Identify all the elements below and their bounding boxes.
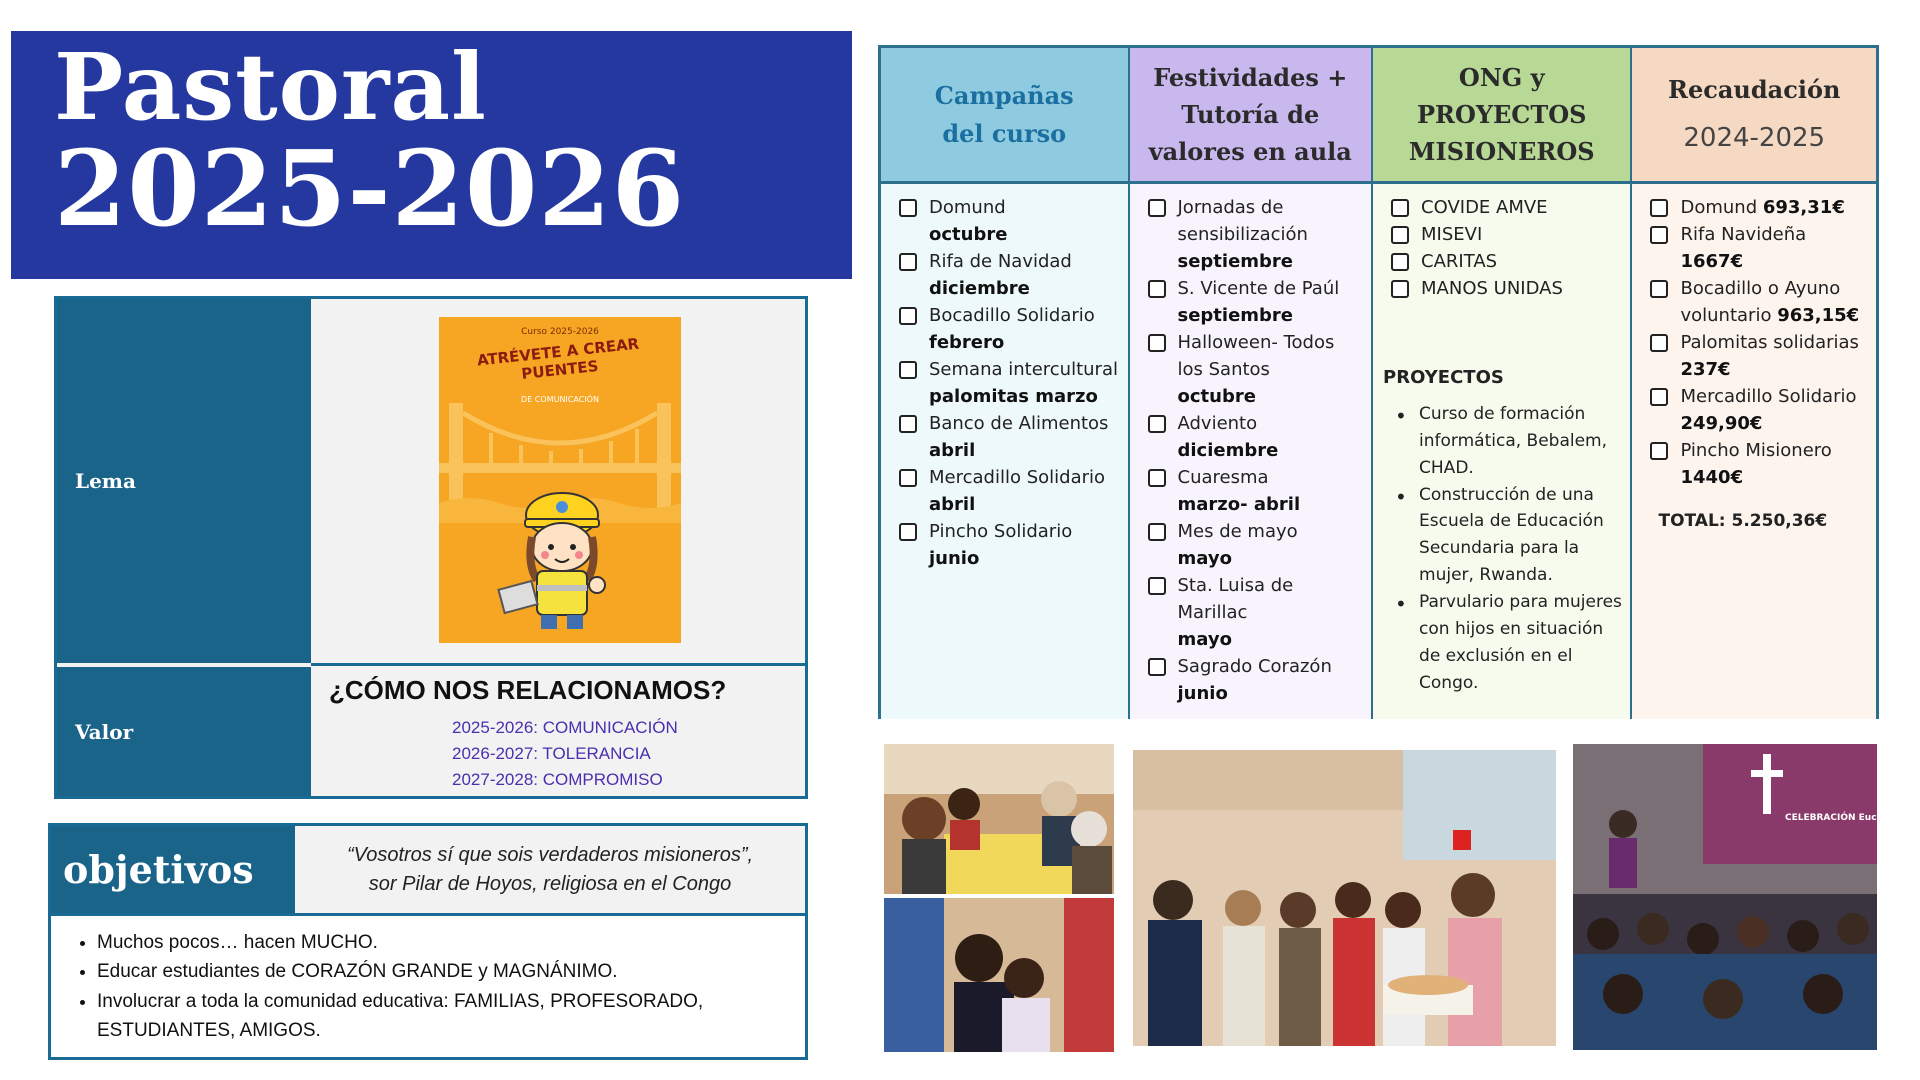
list-item: • Parvulario para mujeres con hijos en situación de exclusión en el Congo. [1391, 589, 1622, 696]
checkbox[interactable] [1650, 226, 1668, 244]
campanas-list [881, 184, 1128, 719]
list-item [1391, 194, 1622, 221]
proyectos-list [1391, 401, 1622, 696]
photo-volunteers-food [1133, 750, 1556, 1046]
worker-kid-illustration [487, 485, 637, 635]
checkbox[interactable] [1650, 280, 1668, 298]
item-name: Rifa de Navidad [929, 251, 1072, 272]
item-name: Banco de Alimentos [929, 413, 1109, 434]
quote-line-2: sor Pilar de Hoyos, religiosa en el Congo [368, 872, 732, 895]
item-name: Sta. Luisa de Marillac [1177, 575, 1294, 623]
checkbox[interactable] [899, 253, 917, 271]
item-name: Mercadillo Solidario [929, 467, 1106, 488]
list-item [1148, 518, 1364, 572]
list-item [1650, 194, 1868, 221]
header-festividades [1130, 48, 1372, 184]
checkbox[interactable] [899, 199, 917, 217]
column-ong [1373, 48, 1632, 716]
slide-text: CELEBRACIÓN Eucarística [1785, 813, 1915, 823]
checkbox[interactable] [1148, 523, 1166, 541]
item-amount: 1667€ [1680, 251, 1744, 272]
item-date: septiembre [1177, 305, 1294, 326]
checkbox[interactable] [1650, 388, 1668, 406]
checkbox[interactable] [1391, 253, 1409, 271]
item-name: Domund [1680, 197, 1758, 218]
list-item: • Muchos pocos… hacen MUCHO. [97, 928, 787, 957]
objetivos-panel [48, 823, 808, 1060]
checkbox[interactable] [1391, 280, 1409, 298]
header-line: Recaudación [1668, 74, 1841, 104]
checkbox[interactable] [1148, 199, 1166, 217]
item-name: Jornadas de sensibilización [1177, 197, 1308, 245]
list-item [1148, 275, 1364, 329]
list-item [899, 302, 1120, 356]
list-item [899, 194, 1120, 248]
valor-line: 2025-2026: COMUNICACIÓN [452, 718, 678, 737]
valor-line: 2027-2028: COMPROMISO [452, 770, 663, 789]
list-item [1391, 221, 1622, 248]
header-line: MISIONEROS [1408, 137, 1595, 167]
item-date: marzo- abril [1177, 494, 1301, 515]
checkbox[interactable] [1391, 226, 1409, 244]
item-date: mayo [1177, 629, 1232, 650]
poster-subtitle: DE COMUNICACIÓN [521, 395, 599, 404]
valor-line: 2026-2027: TOLERANCIA [452, 744, 651, 763]
objetivos-quote [295, 826, 805, 913]
header-campanas [881, 48, 1128, 184]
checkbox[interactable] [1148, 415, 1166, 433]
objetivos-divider [51, 913, 805, 916]
list-item [899, 356, 1120, 410]
checkbox[interactable] [899, 523, 917, 541]
list-item: • Curso de formación informática, Bebalem, CHAD. [1391, 401, 1622, 482]
recaudacion-list [1632, 184, 1876, 719]
photo-students-table [884, 744, 1114, 894]
item-name: Mercadillo Solidario [1680, 386, 1857, 407]
item-name: Domund [929, 197, 1006, 218]
list-item [1148, 194, 1364, 275]
item-name: COVIDE AMVE [1421, 197, 1548, 218]
list-item [1148, 653, 1364, 707]
item-date: septiembre [1177, 251, 1294, 272]
header-line: valores en aula [1148, 137, 1352, 167]
list-item [899, 464, 1120, 518]
header-year: 2024-2025 [1683, 122, 1826, 153]
checkbox[interactable] [1650, 199, 1668, 217]
checkbox[interactable] [1650, 442, 1668, 460]
quote-line-1: “Vosotros sí que sois verdaderos misioneros”, [346, 843, 754, 866]
proyectos-title: PROYECTOS [1383, 367, 1504, 388]
total-amount: TOTAL: 5.250,36€ [1658, 511, 1828, 531]
list-item [899, 410, 1120, 464]
checkbox[interactable] [1148, 280, 1166, 298]
item-amount: 1440€ [1680, 467, 1744, 488]
item-date: abril [929, 494, 976, 515]
checkbox[interactable] [1148, 469, 1166, 487]
header-line: Festividades + [1153, 62, 1348, 92]
item-name: Mes de mayo [1177, 521, 1298, 542]
item-date: junio [1177, 683, 1228, 704]
item-name: Palomitas solidarias [1680, 332, 1859, 353]
item-amount: 249,90€ [1680, 413, 1763, 434]
item-name: CARITAS [1421, 251, 1498, 272]
item-name: Adviento [1177, 413, 1258, 434]
list-item [1148, 464, 1364, 518]
list-item [1650, 221, 1868, 275]
item-date: octubre [1177, 386, 1256, 407]
lema-divider [311, 663, 805, 666]
item-name: MISEVI [1421, 224, 1483, 245]
lema-label: Lema [57, 299, 311, 663]
checkbox[interactable] [899, 469, 917, 487]
item-date: abril [929, 440, 976, 461]
list-item [899, 248, 1120, 302]
festividades-list [1130, 184, 1372, 719]
checkbox[interactable] [1650, 334, 1668, 352]
checkbox[interactable] [1391, 199, 1409, 217]
checkbox[interactable] [899, 415, 917, 433]
objetivos-list [97, 928, 787, 1046]
item-date: febrero [929, 332, 1005, 353]
item-name: Halloween- Todos los Santos [1177, 332, 1335, 380]
objetivos-title: objetivos [51, 826, 295, 913]
title-banner [11, 31, 852, 279]
ong-list [1373, 184, 1630, 719]
lema-poster [439, 317, 681, 643]
title-line-1: Pastoral [54, 33, 488, 141]
list-item [1148, 572, 1364, 653]
header-ong [1373, 48, 1630, 184]
lema-valor-panel [54, 296, 808, 799]
checkbox[interactable] [899, 307, 917, 325]
item-amount: 693,31€ [1762, 197, 1845, 218]
item-amount: 963,15€ [1777, 305, 1860, 326]
list-item [1391, 275, 1622, 302]
checkbox[interactable] [1148, 658, 1166, 676]
item-name: MANOS UNIDAS [1421, 278, 1563, 299]
list-item [899, 518, 1120, 572]
photo-eucharist-celebration [1573, 744, 1915, 1050]
column-campanas [881, 48, 1130, 716]
checkbox[interactable] [899, 361, 917, 379]
header-recaudacion [1632, 48, 1876, 184]
item-name: Rifa Navideña [1680, 224, 1807, 245]
poster-course: Curso 2025-2026 [521, 327, 599, 337]
list-item [1650, 437, 1868, 491]
item-date: mayo [1177, 548, 1232, 569]
column-recaudacion [1632, 48, 1876, 716]
poster-headline: ATRÉVETE A CREAR PUENTES [476, 334, 640, 383]
list-item [1391, 248, 1622, 275]
header-line: del curso [942, 118, 1067, 148]
list-item [1650, 383, 1868, 437]
item-amount: 237€ [1680, 359, 1731, 380]
item-name: Pincho Solidario [929, 521, 1073, 542]
header-line: Campañas [934, 81, 1074, 111]
pastoral-table [878, 45, 1879, 719]
header-line: ONG y [1458, 62, 1545, 92]
checkbox[interactable] [1148, 577, 1166, 595]
header-line: Tutoría de [1181, 99, 1320, 129]
list-item [1650, 275, 1868, 329]
header-line: PROYECTOS [1416, 99, 1587, 129]
column-festividades [1130, 48, 1374, 716]
item-name: Semana intercultural [929, 359, 1118, 380]
list-item [1650, 329, 1868, 383]
title-line-2: 2025-2026 [54, 127, 686, 250]
item-date: junio [929, 548, 980, 569]
list-item: • Involucrar a toda la comunidad educativa: FAMILIAS, PROFESORADO, ESTUDIANTES, AMIGOS. [97, 987, 787, 1046]
valor-title: ¿CÓMO NOS RELACIONAMOS? [329, 675, 727, 705]
item-name: Pincho Misionero [1680, 440, 1832, 461]
item-name: Sagrado Corazón [1177, 656, 1332, 677]
item-name: Cuaresma [1177, 467, 1269, 488]
item-name: Bocadillo o Ayuno voluntario [1680, 278, 1841, 326]
valor-label: Valor [57, 667, 311, 796]
list-item [1148, 329, 1364, 410]
item-date: diciembre [929, 278, 1030, 299]
item-name: Bocadillo Solidario [929, 305, 1095, 326]
item-date: octubre [929, 224, 1008, 245]
list-item [1148, 410, 1364, 464]
item-date: diciembre [1177, 440, 1279, 461]
photo-student-child [884, 898, 1114, 1052]
list-item: • Construcción de una Escuela de Educación Secundaria para la mujer, Rwanda. [1391, 482, 1622, 589]
list-item: • Educar estudiantes de CORAZÓN GRANDE y MAGNÁNIMO. [97, 957, 787, 986]
item-name: S. Vicente de Paúl [1177, 278, 1340, 299]
checkbox[interactable] [1148, 334, 1166, 352]
item-date: palomitas marzo [929, 386, 1098, 407]
